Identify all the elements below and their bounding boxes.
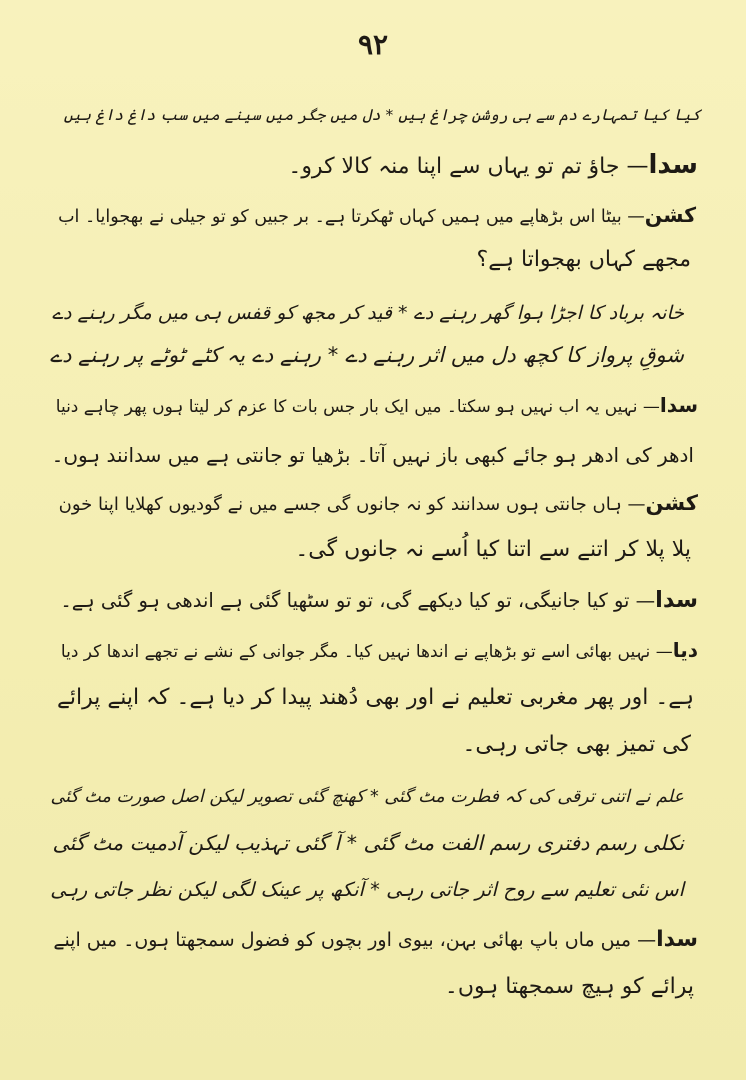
verse-line: شوقِ پرواز کا کچھ دل میں اثر رہنے دے * رہنے دے یہ کٹے ٹوٹے پر رہنے دے [49, 343, 684, 367]
text-line: مجھے کہاں بھجواتا ہے؟ [476, 247, 691, 272]
dialogue-line: سدا— جاؤ تم تو یہاں سے اپنا منہ کالا کرو۔ [288, 150, 698, 180]
text-line: ہے۔ اور پھر مغربی تعلیم نے اور بھی دُھند پیدا کر دیا ہے۔ کہ اپنے پرائے [56, 685, 694, 710]
text-line: کی تمیز بھی جاتی رہی۔ [462, 732, 691, 757]
dialogue-line: کشن— ہاں جانتی ہوں سدانند کو نہ جانوں گی جسے میں نے گودیوں کھلایا اپنا خون [58, 491, 698, 515]
text-line: ادھر کی ادھر ہو جائے کبھی باز نہیں آتا۔ بڑھیا تو جانتی ہے میں سدانند ہوں۔ [51, 443, 694, 467]
dialogue-line: کشن— بیٹا اس بڑھاپے میں ہمیں کہاں ٹھکرتا ہے۔ بر جبیں کو تو جیلی نے بھجوایا۔ اب [58, 203, 696, 227]
dialogue-line: دیا— نہیں بھائی اسے تو بڑھاپے نے اندھا نہیں کیا۔ مگر جوانی کے نشے نے تجھے اندھا کر دیا [60, 638, 698, 662]
verse-line: نکلی رسم دفتری رسم الفت مٹ گئی * آ گئی تہذیب لیکن آدمیت مٹ گئی [52, 831, 684, 855]
verse-line: خانہ برباد کا اجڑا ہوا گھر رہنے دے * قید کر مجھ کو قفس ہی میں مگر رہنے دے [51, 302, 684, 324]
dialogue-line: سدا— میں ماں باپ بھائی بہن، بیوی اور بچوں کو فضول سمجھتا ہوں۔ میں اپنے [53, 927, 698, 952]
verse-line: علم نے اتنی ترقی کی کہ فطرت مٹ گئی * کھنچ گئی تصویر لیکن اصل صورت مٹ گئی [50, 787, 684, 807]
text-line: پلا پلا کر اتنے سے اتنا کیا اُسے نہ جانوں گی۔ [295, 537, 691, 562]
dialogue-line: سدا— نہیں یہ اب نہیں ہو سکتا۔ میں ایک بار جس بات کا عزم کر لیتا ہوں پھر چاہے دنیا [55, 393, 698, 417]
verse-line: کیا کیا تمہارے دم سے ہی روشن چراغ ہیں * دل میں جگر میں سینے میں سب داغ داغ ہیں [63, 106, 701, 124]
text-line: پرائے کو ہیچ سمجھتا ہوں۔ [444, 974, 694, 999]
page-number: ۹۲ [357, 28, 389, 61]
verse-line: اس نئی تعلیم سے روح اثر جاتی رہی * آنکھ پر عینک لگی لیکن نظر جاتی رہی [50, 878, 684, 901]
dialogue-line: سدا— تو کیا جانیگی، تو کیا دیکھے گی، تو تو سٹھیا گئی ہے اندھی ہو گئی ہے۔ [60, 587, 698, 613]
